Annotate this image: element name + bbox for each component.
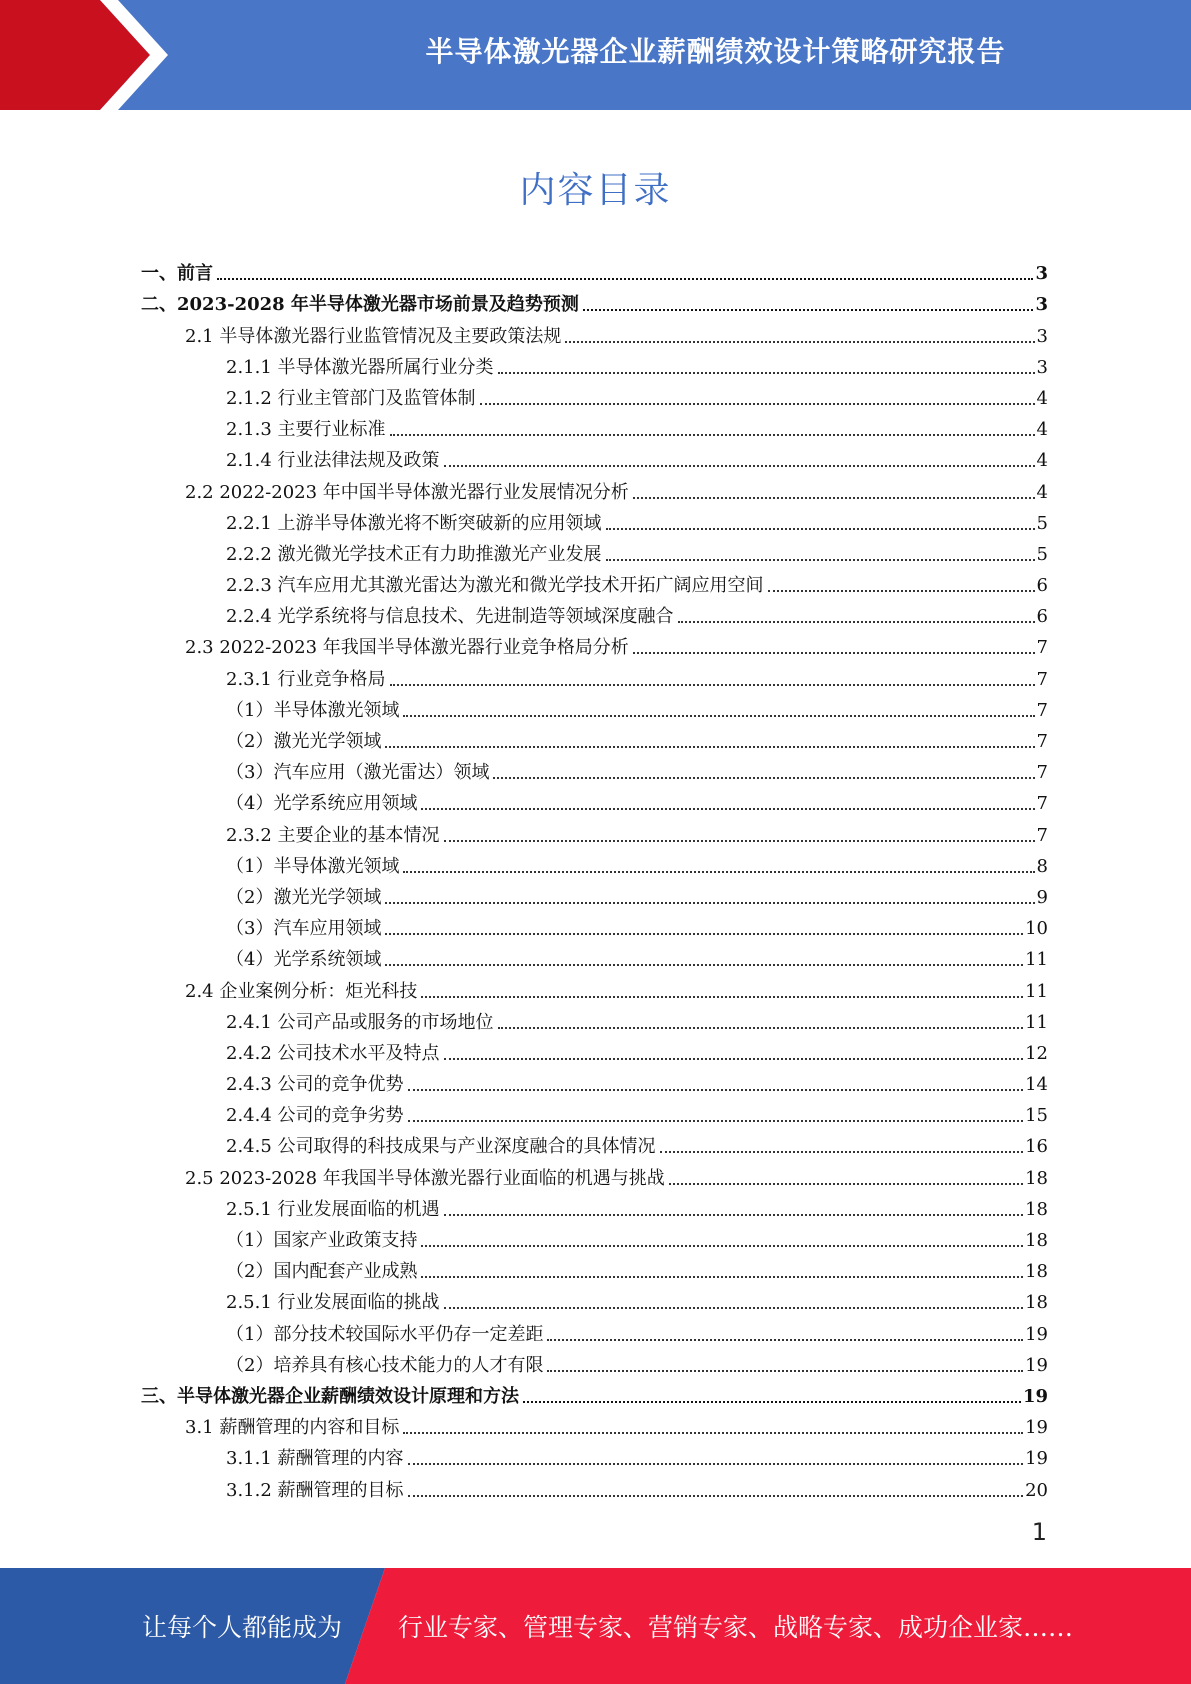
toc-entry[interactable] — [141, 815, 1048, 846]
toc-entry-page: 7 — [1036, 731, 1048, 752]
toc-entry[interactable] — [141, 940, 1048, 971]
toc-dot-leader — [606, 559, 1035, 561]
toc-entry-title: 三、半导体激光器企业薪酬绩效设计原理和方法 — [141, 1385, 519, 1407]
toc-entry-title: （2）激光光学领域 — [226, 731, 382, 752]
toc-dot-leader — [660, 1151, 1024, 1153]
toc-dot-leader — [421, 1276, 1023, 1278]
table-of-contents — [141, 254, 1048, 1502]
toc-entry-page: 3 — [1036, 325, 1048, 347]
toc-entry-title: 3.1 薪酬管理的内容和目标 — [185, 1417, 400, 1439]
toc-entry-title: 2.2.3 汽车应用尤其激光雷达为激光和微光学技术开拓广阔应用空间 — [226, 575, 764, 597]
toc-entry-page: 3 — [1035, 263, 1048, 285]
toc-entry-title: 3.1.2 薪酬管理的目标 — [226, 1479, 404, 1501]
toc-entry-title: 2.1.4 行业法律法规及政策 — [226, 450, 440, 472]
toc-entry-title: 2.3 2022-2023 年我国半导体激光器行业竞争格局分析 — [185, 637, 629, 659]
toc-entry-page: 20 — [1025, 1479, 1048, 1501]
toc-entry-title: 3.1.1 薪酬管理的内容 — [226, 1448, 404, 1470]
toc-entry-title: 2.1.3 主要行业标准 — [226, 419, 386, 441]
toc-entry[interactable] — [141, 1096, 1048, 1127]
toc-dot-leader — [480, 403, 1035, 405]
toc-entry[interactable] — [141, 472, 1048, 503]
page-header — [0, 0, 1191, 110]
toc-entry[interactable] — [141, 909, 1048, 940]
toc-dot-leader — [421, 996, 1023, 998]
toc-entry[interactable] — [141, 348, 1048, 379]
toc-entry-page: 6 — [1036, 606, 1048, 628]
toc-dot-leader — [633, 652, 1035, 654]
toc-entry[interactable] — [141, 1283, 1048, 1314]
toc-entry-page: 9 — [1036, 886, 1048, 908]
toc-entry-page: 19 — [1022, 1385, 1048, 1407]
toc-entry[interactable] — [141, 628, 1048, 659]
toc-entry[interactable] — [141, 1065, 1048, 1096]
toc-entry-title: （2）激光光学领域 — [226, 886, 382, 908]
toc-entry-page: 10 — [1025, 918, 1048, 940]
toc-dot-leader — [403, 715, 1034, 717]
toc-entry-title: 2.5.1 行业发展面临的挑战 — [226, 1292, 440, 1314]
toc-entry-page: 8 — [1036, 855, 1048, 877]
toc-entry-title: 2.1.2 行业主管部门及监管体制 — [226, 387, 476, 409]
toc-entry-title: 二、2023-2028 年半导体激光器市场前景及趋势预测 — [141, 294, 579, 316]
toc-entry[interactable] — [141, 1127, 1048, 1158]
toc-entry-page: 18 — [1025, 1292, 1048, 1314]
toc-entry-title: （1）部分技术较国际水平仍存一定差距 — [226, 1323, 544, 1345]
toc-dot-leader — [547, 1339, 1023, 1341]
toc-entry-title: 2.4.5 公司取得的科技成果与产业深度融合的具体情况 — [226, 1136, 656, 1158]
toc-entry-page: 16 — [1025, 1136, 1048, 1158]
toc-dot-leader — [523, 1401, 1021, 1403]
toc-dot-leader — [633, 497, 1035, 499]
toc-entry-title: （2）国内配套产业成熟 — [226, 1261, 418, 1283]
toc-entry[interactable] — [141, 285, 1048, 316]
toc-entry-title: 2.5.1 行业发展面临的机遇 — [226, 1198, 440, 1220]
toc-entry-page: 3 — [1035, 294, 1048, 316]
toc-entry-page: 7 — [1036, 668, 1048, 690]
toc-entry-title: 2.4.4 公司的竞争劣势 — [226, 1105, 404, 1127]
toc-entry[interactable] — [141, 691, 1048, 722]
toc-entry-page: 4 — [1036, 450, 1048, 472]
toc-entry[interactable] — [141, 722, 1048, 753]
toc-entry[interactable] — [141, 1034, 1048, 1065]
toc-entry[interactable] — [141, 878, 1048, 909]
toc-entry[interactable] — [141, 410, 1048, 441]
toc-entry-page: 7 — [1036, 762, 1048, 784]
toc-entry[interactable] — [141, 254, 1048, 285]
toc-entry[interactable] — [141, 1470, 1048, 1501]
toc-entry[interactable] — [141, 753, 1048, 784]
toc-dot-leader — [408, 1495, 1024, 1497]
toc-entry-page: 7 — [1036, 637, 1048, 659]
toc-dot-leader — [444, 1214, 1024, 1216]
toc-dot-leader — [493, 777, 1034, 779]
toc-entry[interactable] — [141, 504, 1048, 535]
toc-entry[interactable] — [141, 379, 1048, 410]
toc-entry[interactable] — [141, 1221, 1048, 1252]
toc-dot-leader — [547, 1370, 1023, 1372]
toc-entry-page: 19 — [1025, 1417, 1048, 1439]
toc-entry[interactable] — [141, 1314, 1048, 1345]
toc-dot-leader — [403, 1432, 1023, 1434]
toc-dot-leader — [444, 1058, 1024, 1060]
toc-entry-page: 12 — [1025, 1042, 1048, 1064]
footer-slogan-left: 让每个人都能成为 — [142, 1613, 343, 1642]
toc-entry-title: （4）光学系统领域 — [226, 949, 382, 971]
toc-dot-leader — [606, 528, 1035, 530]
toc-entry-title: 2.2 2022-2023 年中国半导体激光器行业发展情况分析 — [185, 481, 629, 503]
toc-entry-title: 2.2.1 上游半导体激光将不断突破新的应用领域 — [226, 512, 602, 534]
toc-entry-title: （1）国家产业政策支持 — [226, 1230, 418, 1251]
toc-entry-title: （1）半导体激光领域 — [226, 855, 400, 877]
toc-entry-title: 2.4 企业案例分析：炬光科技 — [185, 980, 418, 1002]
toc-entry-page: 7 — [1036, 793, 1048, 815]
toc-dot-leader — [444, 465, 1035, 467]
toc-entry-page: 4 — [1036, 481, 1048, 503]
toc-entry-title: 2.3.1 行业竞争格局 — [226, 668, 386, 690]
toc-entry[interactable] — [141, 316, 1048, 347]
toc-dot-leader — [421, 1245, 1023, 1247]
toc-entry-title: （3）汽车应用（激光雷达）领域 — [226, 762, 490, 784]
toc-entry-title: （4）光学系统应用领域 — [226, 793, 418, 815]
toc-entry-page: 15 — [1025, 1105, 1048, 1127]
toc-entry[interactable] — [141, 1252, 1048, 1283]
toc-entry-page: 19 — [1025, 1448, 1048, 1470]
toc-entry[interactable] — [141, 847, 1048, 878]
toc-dot-leader — [498, 1027, 1024, 1029]
toc-entry-page: 19 — [1025, 1323, 1048, 1345]
toc-entry-page: 11 — [1025, 949, 1048, 971]
header-title: 半导体激光器企业薪酬绩效设计策略研究报告 — [425, 35, 1006, 68]
toc-dot-leader — [565, 341, 1034, 343]
toc-entry-page: 18 — [1025, 1230, 1048, 1251]
toc-entry[interactable] — [141, 1003, 1048, 1034]
toc-title: 内容目录 — [519, 170, 672, 211]
toc-dot-leader — [408, 1089, 1024, 1091]
toc-entry[interactable] — [141, 566, 1048, 597]
toc-entry-title: 2.3.2 主要企业的基本情况 — [226, 824, 440, 846]
toc-entry[interactable] — [141, 1346, 1048, 1377]
toc-dot-leader — [421, 808, 1034, 810]
toc-entry-page: 14 — [1025, 1074, 1048, 1096]
toc-dot-leader — [768, 590, 1035, 592]
toc-entry-title: 2.1.1 半导体激光器所属行业分类 — [226, 356, 494, 378]
toc-entry-title: 2.4.1 公司产品或服务的市场地位 — [226, 1011, 494, 1033]
toc-entry[interactable] — [141, 659, 1048, 690]
toc-entry[interactable] — [141, 784, 1048, 815]
toc-dot-leader — [583, 309, 1034, 311]
toc-entry-page: 7 — [1036, 699, 1048, 721]
toc-entry[interactable] — [141, 1408, 1048, 1439]
toc-dot-leader — [390, 684, 1035, 686]
toc-entry-title: （3）汽车应用领域 — [226, 918, 382, 940]
toc-entry-page: 7 — [1036, 824, 1048, 846]
toc-dot-leader — [385, 902, 1034, 904]
toc-entry-title: 2.5 2023-2028 年我国半导体激光器行业面临的机遇与挑战 — [185, 1167, 665, 1189]
toc-entry-page: 19 — [1025, 1354, 1048, 1376]
toc-entry[interactable] — [141, 971, 1048, 1002]
toc-entry[interactable] — [141, 535, 1048, 566]
page-number: 1 — [1031, 1518, 1047, 1546]
toc-dot-leader — [385, 746, 1034, 748]
toc-entry-title: 2.2.2 激光微光学技术正有力助推激光产业发展 — [226, 543, 602, 565]
toc-entry-page: 6 — [1036, 575, 1048, 597]
toc-dot-leader — [669, 1183, 1023, 1185]
toc-entry-page: 11 — [1025, 980, 1048, 1002]
toc-dot-leader — [444, 1307, 1024, 1309]
toc-dot-leader — [403, 871, 1034, 873]
toc-entry-title: 2.4.3 公司的竞争优势 — [226, 1074, 404, 1096]
toc-entry-page: 3 — [1036, 356, 1048, 378]
page-footer — [0, 1568, 1191, 1684]
footer-slogan-right: 行业专家、管理专家、营销专家、战略专家、成功企业家…… — [398, 1613, 1074, 1642]
toc-entry-page: 4 — [1036, 419, 1048, 441]
toc-entry[interactable] — [141, 1377, 1048, 1408]
toc-entry-page: 11 — [1025, 1011, 1048, 1033]
toc-entry[interactable] — [141, 441, 1048, 472]
toc-dot-leader — [408, 1120, 1024, 1122]
toc-entry[interactable] — [141, 1158, 1048, 1189]
toc-dot-leader — [678, 621, 1035, 623]
toc-dot-leader — [498, 372, 1035, 374]
toc-dot-leader — [385, 933, 1023, 935]
toc-dot-leader — [390, 434, 1035, 436]
toc-entry[interactable] — [141, 597, 1048, 628]
toc-entry-page: 18 — [1025, 1198, 1048, 1220]
toc-entry-title: 2.1 半导体激光器行业监管情况及主要政策法规 — [185, 325, 562, 347]
toc-dot-leader — [385, 964, 1023, 966]
toc-entry-title: 2.2.4 光学系统将与信息技术、先进制造等领域深度融合 — [226, 606, 674, 628]
toc-entry[interactable] — [141, 1439, 1048, 1470]
toc-entry-title: （1）半导体激光领域 — [226, 699, 400, 721]
toc-entry-page: 5 — [1036, 543, 1048, 565]
toc-dot-leader — [408, 1463, 1024, 1465]
toc-entry-title: 2.4.2 公司技术水平及特点 — [226, 1042, 440, 1064]
toc-entry-page: 18 — [1025, 1261, 1048, 1283]
toc-entry-title: （2）培养具有核心技术能力的人才有限 — [226, 1354, 544, 1376]
header-arrow-icon — [0, 0, 240, 110]
toc-dot-leader — [444, 840, 1035, 842]
toc-dot-leader — [217, 278, 1033, 280]
toc-entry[interactable] — [141, 1190, 1048, 1221]
toc-entry-page: 5 — [1036, 512, 1048, 534]
toc-entry-page: 18 — [1025, 1167, 1048, 1189]
toc-entry-title: 一、前言 — [141, 263, 213, 285]
toc-entry-page: 4 — [1036, 387, 1048, 409]
